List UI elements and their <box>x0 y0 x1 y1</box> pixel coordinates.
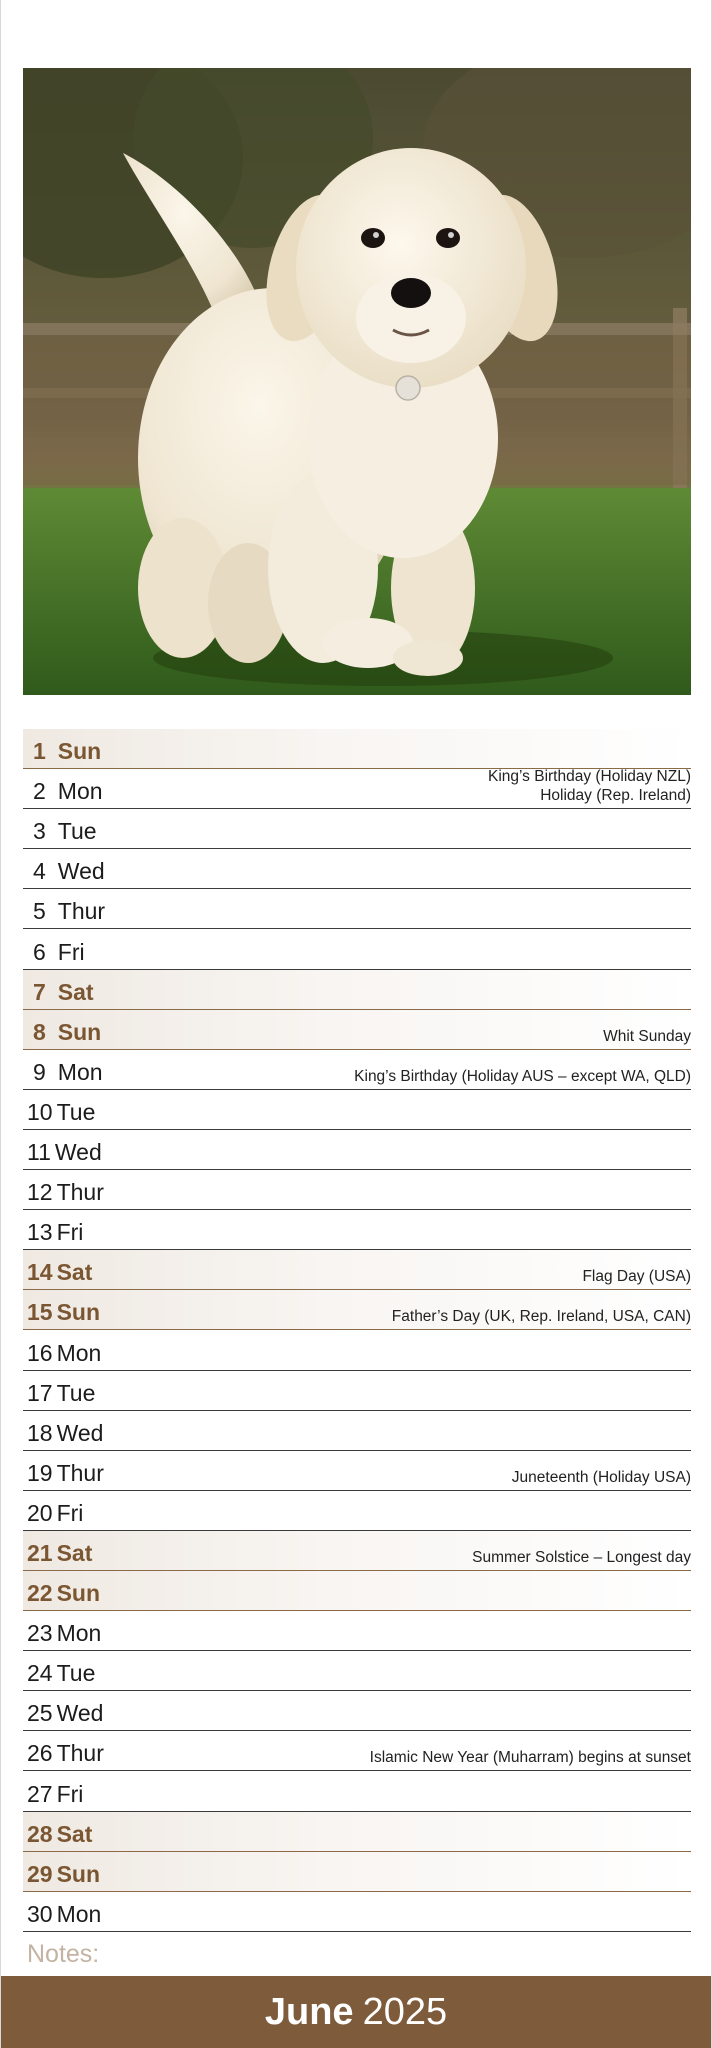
day-row <box>23 1130 691 1170</box>
day-number: 8 <box>33 1018 46 1045</box>
day-name: Fri <box>56 1219 84 1246</box>
day-name: Mon <box>56 1339 102 1366</box>
day-label <box>27 1301 100 1324</box>
day-label <box>27 978 94 1005</box>
day-row <box>23 1290 691 1330</box>
day-name: Tue <box>56 1379 96 1406</box>
day-number: 15 <box>27 1299 53 1326</box>
holiday-note-line: Whit Sunday <box>603 1027 691 1045</box>
day-number: 26 <box>27 1740 53 1767</box>
holiday-note <box>488 767 691 805</box>
day-number: 2 <box>33 778 46 805</box>
day-name: Mon <box>56 1620 102 1647</box>
day-number: 23 <box>27 1620 53 1647</box>
day-row <box>23 1050 691 1090</box>
day-label <box>27 1900 102 1927</box>
holiday-note <box>603 1027 691 1046</box>
day-row <box>23 1771 691 1811</box>
day-name: Fri <box>56 1499 84 1526</box>
day-name: Fri <box>57 938 85 965</box>
day-number: 14 <box>27 1259 53 1286</box>
day-label <box>27 1702 103 1725</box>
day-row <box>23 1250 691 1290</box>
day-label <box>27 1181 104 1204</box>
puppy-photo-icon <box>23 68 691 695</box>
day-name: Tue <box>57 818 97 845</box>
day-name: Wed <box>54 1139 102 1166</box>
day-name: Fri <box>56 1780 84 1807</box>
day-label <box>27 900 105 923</box>
day-row <box>23 1611 691 1651</box>
day-name: Tue <box>56 1660 96 1687</box>
holiday-note-line: Father’s Day (UK, Rep. Ireland, USA, CAN) <box>391 1308 691 1326</box>
day-number: 6 <box>33 938 46 965</box>
day-number: 4 <box>33 858 46 885</box>
day-row <box>23 849 691 889</box>
day-name: Sun <box>56 1580 101 1607</box>
day-number: 21 <box>27 1539 53 1566</box>
day-number: 1 <box>33 738 46 765</box>
day-name: Mon <box>57 778 103 805</box>
day-number: 20 <box>27 1499 53 1526</box>
day-row <box>23 1330 691 1370</box>
day-label <box>27 938 85 965</box>
day-label <box>27 1098 96 1125</box>
day-number: 3 <box>33 818 46 845</box>
day-name: Sun <box>57 738 102 765</box>
holiday-note-line: Flag Day (USA) <box>582 1268 691 1286</box>
day-number: 16 <box>27 1339 53 1366</box>
day-row <box>23 809 691 849</box>
day-number: 17 <box>27 1379 53 1406</box>
day-number: 25 <box>27 1700 53 1727</box>
day-label <box>27 820 97 843</box>
day-row <box>23 1531 691 1571</box>
day-name: Sun <box>57 1018 102 1045</box>
day-label <box>27 1820 93 1847</box>
day-row <box>23 1651 691 1691</box>
day-label <box>27 1379 96 1406</box>
day-number: 18 <box>27 1419 53 1446</box>
day-list <box>23 729 691 1932</box>
day-name: Thur <box>56 1179 104 1206</box>
holiday-note <box>472 1548 691 1567</box>
day-number: 30 <box>27 1900 53 1927</box>
day-label <box>27 1780 84 1807</box>
day-row <box>23 1371 691 1411</box>
month-name: June <box>264 1991 354 2033</box>
day-row <box>23 889 691 929</box>
day-label <box>27 1261 92 1284</box>
day-label <box>27 1582 100 1605</box>
day-number: 24 <box>27 1660 53 1687</box>
day-row <box>23 729 691 769</box>
holiday-note <box>370 1748 691 1767</box>
holiday-note-line: King’s Birthday (Holiday NZL) <box>487 768 691 786</box>
day-row <box>23 769 691 809</box>
day-row <box>23 1731 691 1771</box>
day-row <box>23 1892 691 1932</box>
day-row <box>23 1170 691 1210</box>
day-name: Sat <box>56 1259 93 1286</box>
day-number: 12 <box>27 1179 53 1206</box>
day-name: Mon <box>57 1058 103 1085</box>
day-row <box>23 1812 691 1852</box>
holiday-note-line: Holiday (Rep. Ireland) <box>540 787 691 805</box>
day-label <box>27 1141 102 1164</box>
day-name: Wed <box>57 858 105 885</box>
day-label <box>27 1499 84 1526</box>
day-label <box>27 1662 95 1685</box>
holiday-note <box>512 1468 691 1487</box>
day-label <box>27 780 103 803</box>
holiday-note-line: Juneteenth (Holiday USA) <box>511 1468 691 1486</box>
day-row <box>23 1090 691 1130</box>
day-number: 13 <box>27 1219 53 1246</box>
day-name: Thur <box>56 1740 104 1767</box>
day-label <box>27 1622 101 1645</box>
day-number: 22 <box>27 1580 53 1607</box>
day-name: Thur <box>57 898 106 925</box>
year: 2025 <box>362 1991 448 2033</box>
day-number: 9 <box>33 1058 46 1085</box>
day-row <box>23 1411 691 1451</box>
day-label <box>27 1419 104 1446</box>
day-name: Sat <box>56 1539 93 1566</box>
day-row <box>23 1852 691 1892</box>
holiday-note-line: King’s Birthday (Holiday AUS – except WA, QLD) <box>354 1067 691 1085</box>
day-row <box>23 970 691 1010</box>
day-label <box>27 1539 93 1566</box>
day-label <box>27 1860 101 1887</box>
day-number: 29 <box>27 1860 53 1887</box>
day-label <box>27 1459 104 1486</box>
day-name: Sat <box>56 1820 93 1847</box>
day-row <box>23 1571 691 1611</box>
month-footer <box>1 1976 711 2048</box>
day-name: Thur <box>56 1459 104 1486</box>
day-name: Tue <box>56 1098 96 1125</box>
day-row <box>23 929 691 969</box>
day-name: Wed <box>56 1419 104 1446</box>
day-name: Mon <box>56 1900 102 1927</box>
holiday-note-line: Islamic New Year (Muharram) begins at sunset <box>369 1749 691 1767</box>
holiday-note <box>582 1267 691 1286</box>
day-number: 5 <box>33 898 46 925</box>
day-number: 7 <box>33 978 46 1005</box>
holiday-note <box>354 1067 691 1086</box>
day-name: Sun <box>56 1860 101 1887</box>
day-row <box>23 1451 691 1491</box>
day-name: Sun <box>56 1299 101 1326</box>
day-name: Sat <box>57 978 94 1005</box>
day-number: 27 <box>27 1780 53 1807</box>
day-row <box>23 1210 691 1250</box>
holiday-note <box>392 1307 691 1326</box>
day-number: 10 <box>27 1098 53 1125</box>
calendar-photo <box>23 68 691 695</box>
day-label <box>27 1018 102 1045</box>
day-label <box>27 860 105 883</box>
day-number: 28 <box>27 1820 53 1847</box>
day-number: 11 <box>27 1139 51 1166</box>
day-name: Wed <box>56 1700 104 1727</box>
day-label <box>27 1058 103 1085</box>
day-label <box>27 1221 83 1244</box>
day-row <box>23 1691 691 1731</box>
day-number: 19 <box>27 1459 53 1486</box>
day-row <box>23 1010 691 1050</box>
day-label <box>27 740 101 763</box>
day-label <box>27 1339 102 1366</box>
day-label <box>27 1742 104 1765</box>
notes-label: Notes: <box>27 1940 100 1968</box>
holiday-note-line: Summer Solstice – Longest day <box>472 1548 691 1566</box>
day-row <box>23 1491 691 1531</box>
